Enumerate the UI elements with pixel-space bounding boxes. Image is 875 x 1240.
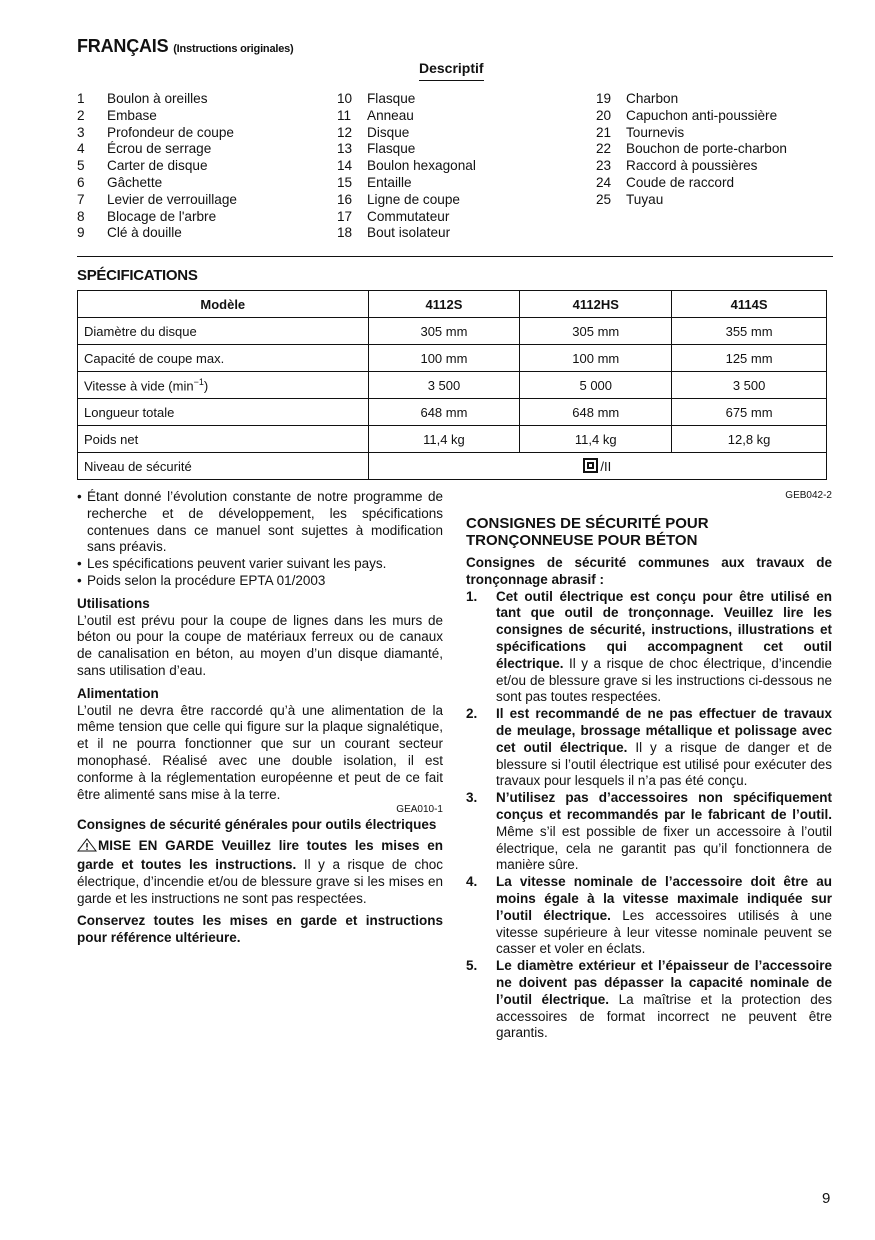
part-number: 14: [337, 158, 353, 174]
part-item: [337, 108, 476, 125]
header-4112s: 4112S: [368, 291, 520, 318]
row-label: [78, 372, 369, 399]
part-item: [77, 175, 237, 192]
list-item: [466, 706, 832, 790]
table-header-row: [78, 291, 827, 318]
part-item: [77, 192, 237, 209]
item-text: [496, 958, 832, 1042]
row-label-end: ): [203, 378, 209, 394]
superscript: −1: [193, 376, 204, 387]
item-body-text: Il y a risque de danger et de blessure si l’outil électrique est utilisé pour exécuter des travaux pour lesquels il n’a pas été conçu.: [496, 739, 832, 789]
double-insulation-icon: [583, 458, 598, 473]
keep-instructions-text: Conservez toutes les mises en garde et instructions pour référence ultérieure.: [77, 913, 443, 946]
part-label: Flasque: [367, 141, 416, 157]
section-title-descriptif: Descriptif: [419, 60, 484, 81]
cell-value: 355 mm: [672, 318, 827, 345]
part-number: 7: [77, 191, 85, 207]
part-item: [596, 91, 787, 108]
part-item: [77, 108, 237, 125]
part-label: Levier de verrouillage: [107, 191, 237, 207]
general-safety-heading: Consignes de sécurité générales pour outils électriques: [77, 817, 437, 833]
part-label: Bouchon de porte-charbon: [626, 141, 787, 157]
language-title: FRANÇAIS: [77, 36, 169, 56]
part-number: 5: [77, 158, 85, 174]
notes-list: [77, 489, 443, 590]
table-row: [78, 345, 827, 372]
alimentation-text: L’outil ne devra être raccordé qu’à une alimentation de la même tension que celle qui figure sur la plaque signalétique, et il ne pourra fonctionner que sur un courant secteur monophasé. Réalisé avec une double isolation, il est conforme à la réglementation européenne et peut de ce fait être alimenté sans mise à la terre.: [77, 702, 443, 802]
part-number: 6: [77, 174, 85, 190]
warning-triangle-icon: [77, 838, 97, 857]
part-item: [77, 91, 237, 108]
part-label: Charbon: [626, 91, 679, 106]
part-item: [337, 175, 476, 192]
list-item: [466, 958, 832, 1042]
part-number: 18: [337, 225, 353, 241]
part-label: Ligne de coupe: [367, 191, 460, 207]
cell-value: 648 mm: [368, 399, 520, 426]
row-label: Capacité de coupe max.: [78, 345, 369, 372]
part-item: [337, 209, 476, 226]
part-item: [596, 141, 787, 158]
left-column: [77, 489, 443, 947]
cell-value: 5 000: [520, 372, 672, 399]
specifications-table: [77, 290, 827, 480]
page-header: [77, 36, 294, 57]
cell-value: 3 500: [368, 372, 520, 399]
part-label: Anneau: [367, 107, 414, 123]
safety-title-line-1: CONSIGNES DE SÉCURITÉ POUR: [466, 515, 709, 532]
cell-value: 3 500: [672, 372, 827, 399]
item-text: [496, 589, 832, 707]
list-item: [466, 790, 832, 874]
specifications-title: SPÉCIFICATIONS: [77, 267, 198, 284]
safety-instructions-list: [466, 589, 832, 1043]
part-label: Tournevis: [626, 124, 685, 140]
part-number: 24: [596, 174, 612, 190]
part-item: [596, 158, 787, 175]
item-body-text: Les accessoires utilisés à une vitesse supérieure à leur vitesse nominale peuvent se casser et voler en éclats.: [496, 907, 832, 957]
utilisations-text: L’outil est prévu pour la coupe de lignes dans les murs de béton ou pour la coupe de matériaux ferreux ou de canaux de canalisation en béton, au moyen d’un disque diamanté, sans utilisation d’eau.: [77, 612, 443, 678]
part-number: 10: [337, 91, 353, 106]
item-bold-text: N’utilisez pas d’accessoires non spécifiquement conçus et recommandés par le fabricant de l’outil.: [496, 790, 832, 822]
part-number: 22: [596, 141, 612, 157]
parts-list-column-1: [77, 91, 237, 242]
safety-subtitle: Consignes de sécurité communes aux travaux de tronçonnage abrasif :: [466, 555, 832, 587]
part-item: [77, 125, 237, 142]
cell-value: 648 mm: [520, 399, 672, 426]
part-label: Coude de raccord: [626, 174, 735, 190]
part-item: [596, 108, 787, 125]
cell-value: 305 mm: [368, 318, 520, 345]
warning-text: Il y a risque de choc électrique, d’incendie et/ou de blessure grave si les mises en garde et les instructions ne sont pas respectées.: [77, 856, 443, 906]
part-number: 11: [337, 107, 352, 123]
part-number: 4: [77, 141, 85, 157]
part-item: [77, 158, 237, 175]
list-item: [466, 874, 832, 958]
part-item: [77, 141, 237, 158]
header-4114s: 4114S: [672, 291, 827, 318]
part-item: [337, 141, 476, 158]
note-item: • Étant donné l’évolution constante de notre programme de recherche et de développement, les spécifications contenues dans ce manuel sont sujettes à modification sans préavis.: [77, 489, 443, 556]
row-label: Poids net: [78, 426, 369, 453]
part-item: [337, 225, 476, 242]
part-label: Gâchette: [107, 174, 163, 190]
table-row: [78, 372, 827, 399]
part-item: [77, 225, 237, 242]
part-number: 19: [596, 91, 612, 106]
part-number: 12: [337, 124, 353, 140]
part-number: 21: [596, 124, 612, 140]
item-text: [496, 706, 832, 790]
cell-value: 11,4 kg: [520, 426, 672, 453]
utilisations-heading: Utilisations: [77, 595, 150, 611]
row-label: Niveau de sécurité: [78, 453, 369, 480]
note-item: • Poids selon la procédure EPTA 01/2003: [77, 573, 443, 590]
part-label: Commutateur: [367, 208, 450, 224]
part-label: Profondeur de coupe: [107, 124, 234, 140]
reference-code: GEA010-1: [396, 804, 443, 816]
part-item: [337, 192, 476, 209]
part-label: Tuyau: [626, 191, 664, 207]
page-number: 9: [822, 1190, 831, 1207]
part-label: Embase: [107, 107, 157, 123]
part-label: Boulon hexagonal: [367, 158, 476, 174]
cell-value: 12,8 kg: [672, 426, 827, 453]
part-number: 20: [596, 107, 612, 123]
note-item: • Les spécifications peuvent varier suivant les pays.: [77, 556, 443, 573]
part-item: [596, 175, 787, 192]
item-number: 5.: [466, 958, 478, 974]
cell-value: 125 mm: [672, 345, 827, 372]
item-text: [496, 874, 832, 958]
part-label: Bout isolateur: [367, 225, 451, 241]
part-item: [596, 192, 787, 209]
part-number: 15: [337, 174, 353, 190]
item-bold-text: La vitesse nominale de l’accessoire doit être au moins égale à la vitesse maximale indiquée sur l’outil électrique.: [496, 874, 832, 923]
cell-value: 11,4 kg: [368, 426, 520, 453]
cell-value: 100 mm: [520, 345, 672, 372]
item-number: 4.: [466, 874, 478, 890]
item-body-text: Même s’il est possible de fixer un accessoire à l’outil électrique, cela ne garantit pas qu’il fonctionnera de manière sûre.: [496, 823, 832, 873]
part-label: Blocage de l'arbre: [107, 208, 217, 224]
table-row: [78, 318, 827, 345]
table-row: [78, 399, 827, 426]
table-row: [78, 426, 827, 453]
part-label: Boulon à oreilles: [107, 91, 208, 106]
item-number: 3.: [466, 790, 478, 806]
row-label: Longueur totale: [78, 399, 369, 426]
part-number: 17: [337, 208, 353, 224]
part-item: [337, 125, 476, 142]
part-item: [77, 209, 237, 226]
row-label: Diamètre du disque: [78, 318, 369, 345]
warning-paragraph: [77, 838, 443, 907]
right-column: [466, 489, 832, 1042]
part-number: 13: [337, 141, 353, 157]
part-item: [596, 125, 787, 142]
part-number: 8: [77, 208, 85, 224]
part-label: Entaille: [367, 174, 412, 190]
item-bold-text: Le diamètre extérieur et l’épaisseur de l’accessoire ne doivent pas dépasser la capacité nominale de l’outil électrique.: [496, 958, 832, 1007]
warning-bold-text: MISE EN GARDE Veuillez lire toutes les mises en garde et toutes les instructions.: [77, 838, 443, 872]
parts-list-column-2: [337, 91, 476, 242]
part-label: Raccord à poussières: [626, 158, 758, 174]
item-body-text: La maîtrise et la protection des accessoires de format incorrect ne peuvent être garantis.: [496, 991, 832, 1041]
header-4112hs: 4112HS: [520, 291, 672, 318]
part-item: [337, 158, 476, 175]
part-number: 25: [596, 191, 612, 207]
part-label: Écrou de serrage: [107, 141, 212, 157]
header-subtitle: (Instructions originales): [173, 43, 294, 55]
safety-section-title: [466, 515, 832, 549]
part-label: Capuchon anti-poussière: [626, 107, 778, 123]
item-body-text: Il y a risque de choc électrique, d’incendie et/ou de blessure grave si les instructions ci-dessous ne sont pas toutes respectées.: [496, 655, 832, 705]
part-label: Flasque: [367, 91, 416, 106]
part-number: 3: [77, 124, 85, 140]
part-number: 1: [77, 91, 85, 106]
row-label-text: Vitesse à vide (min: [84, 378, 194, 394]
cell-value: 100 mm: [368, 345, 520, 372]
part-item: [337, 91, 476, 108]
alimentation-heading: Alimentation: [77, 685, 159, 701]
item-number: 2.: [466, 706, 478, 722]
item-bold-text: Cet outil électrique est conçu pour être utilisé en tant que outil de tronçonnage. Veuillez lire les consignes de sécurité, instructions, illustrations et spécifications qui accompagnent cet outil électrique.: [496, 588, 832, 671]
section-divider: [77, 256, 833, 257]
safety-class-cell: [368, 453, 826, 480]
parts-list-column-3: [596, 91, 787, 209]
item-text: [496, 790, 832, 874]
table-row: [78, 453, 827, 480]
safety-title-line-2: TRONÇONNEUSE POUR BÉTON: [466, 532, 698, 549]
part-label: Clé à douille: [107, 225, 182, 241]
cell-value: 675 mm: [672, 399, 827, 426]
cell-value: 305 mm: [520, 318, 672, 345]
part-label: Disque: [367, 124, 410, 140]
safety-class-value: /II: [600, 459, 612, 474]
part-number: 9: [77, 225, 85, 241]
reference-code: GEB042-2: [785, 490, 832, 501]
part-number: 16: [337, 191, 353, 207]
part-number: 23: [596, 158, 612, 174]
item-number: 1.: [466, 588, 478, 604]
part-number: 2: [77, 107, 85, 123]
list-item: [466, 589, 832, 707]
header-model: Modèle: [78, 291, 369, 318]
item-bold-text: Il est recommandé de ne pas effectuer de travaux de meulage, brossage métallique et polissage avec cet outil électrique.: [496, 706, 832, 755]
part-label: Carter de disque: [107, 158, 208, 174]
